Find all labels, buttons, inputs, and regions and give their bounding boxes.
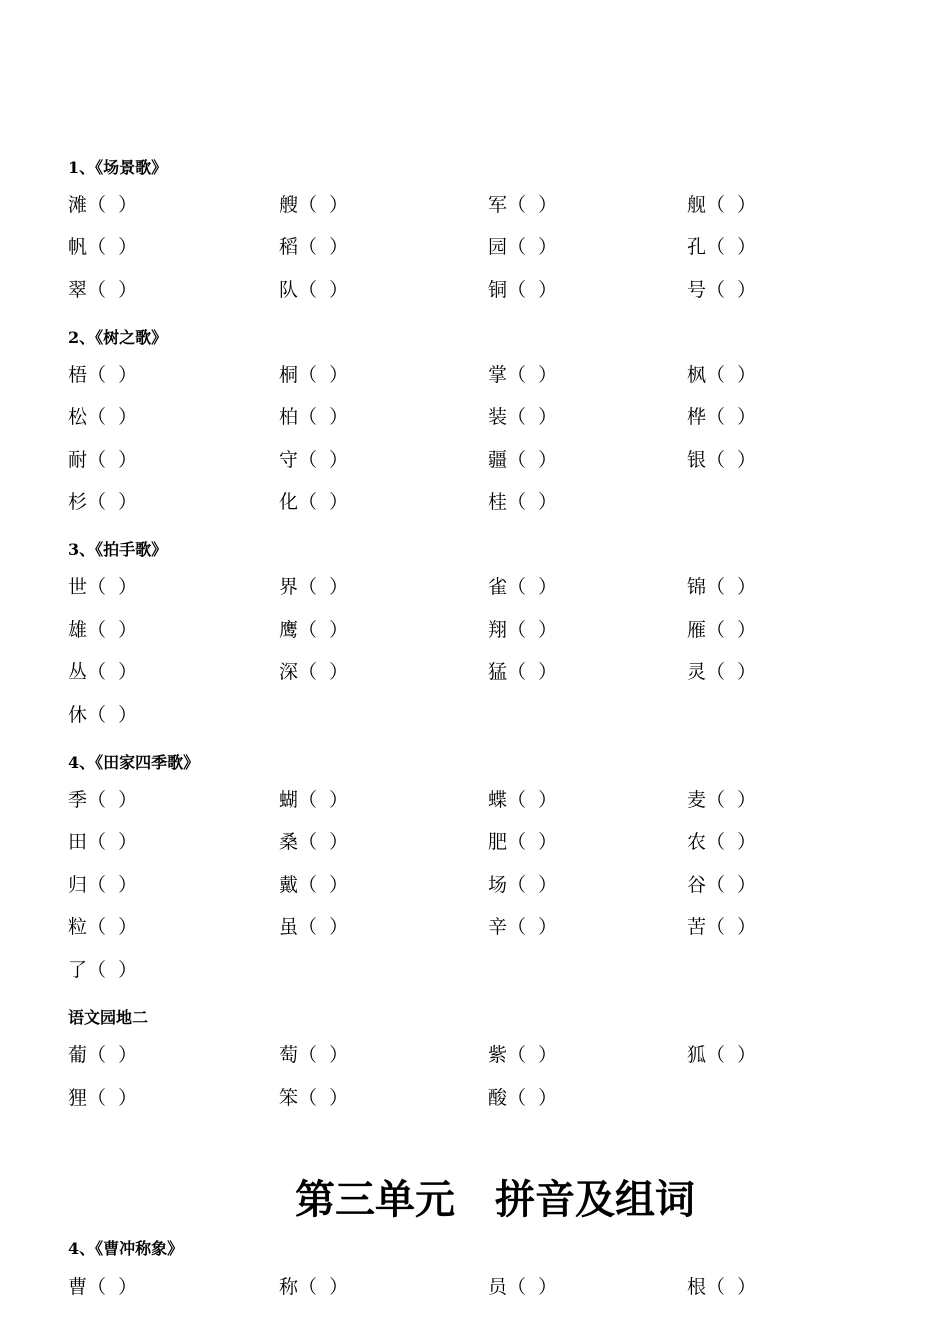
character: 舰 <box>687 194 707 216</box>
character: 杉 <box>68 491 88 513</box>
character-blank-item <box>279 363 348 387</box>
character-blank-item <box>687 830 756 854</box>
answer-blank[interactable]: （ ） <box>507 576 558 598</box>
character-blank-item <box>687 873 756 897</box>
character: 田 <box>68 831 88 853</box>
answer-blank[interactable]: （ ） <box>87 279 138 301</box>
character: 号 <box>687 279 707 301</box>
character-blank-item <box>68 1086 137 1110</box>
character: 雄 <box>68 619 88 641</box>
answer-blank[interactable]: （ ） <box>298 1087 349 1109</box>
answer-blank[interactable]: （ ） <box>298 661 349 683</box>
character-row <box>68 363 828 387</box>
answer-blank[interactable]: （ ） <box>507 661 558 683</box>
character-blank-item <box>68 830 137 854</box>
answer-blank[interactable]: （ ） <box>298 576 349 598</box>
answer-blank[interactable]: （ ） <box>87 1044 138 1066</box>
character: 萄 <box>279 1044 299 1066</box>
answer-blank[interactable]: （ ） <box>507 279 558 301</box>
character-row <box>68 1086 828 1110</box>
answer-blank[interactable]: （ ） <box>87 661 138 683</box>
character: 谷 <box>687 874 707 896</box>
character: 虽 <box>279 916 299 938</box>
character: 葡 <box>68 1044 88 1066</box>
answer-blank[interactable]: （ ） <box>706 661 757 683</box>
character-row <box>68 405 828 429</box>
answer-blank[interactable]: （ ） <box>87 916 138 938</box>
character: 苦 <box>687 916 707 938</box>
character-blank-item <box>687 405 756 429</box>
character-blank-item <box>488 448 557 472</box>
character-blank-item <box>488 193 557 217</box>
character: 艘 <box>279 194 299 216</box>
answer-blank[interactable]: （ ） <box>507 619 558 641</box>
character-blank-item <box>488 405 557 429</box>
answer-blank[interactable]: （ ） <box>507 831 558 853</box>
character-blank-item <box>488 618 557 642</box>
character: 戴 <box>279 874 299 896</box>
section-title: 3、《拍手歌》 <box>68 540 168 559</box>
answer-blank[interactable]: （ ） <box>706 831 757 853</box>
answer-blank[interactable]: （ ） <box>706 236 757 258</box>
character-blank-item <box>68 788 137 812</box>
character-blank-item <box>279 915 348 939</box>
answer-blank[interactable]: （ ） <box>507 1044 558 1066</box>
answer-blank[interactable]: （ ） <box>87 704 138 726</box>
character-row <box>68 1275 828 1299</box>
answer-blank[interactable]: （ ） <box>298 406 349 428</box>
character: 锦 <box>687 576 707 598</box>
section-title: 语文园地二 <box>68 1008 149 1027</box>
answer-blank[interactable]: （ ） <box>87 1276 138 1298</box>
character: 铜 <box>488 279 508 301</box>
character-blank-item <box>68 618 137 642</box>
answer-blank[interactable]: （ ） <box>298 1276 349 1298</box>
character: 雀 <box>488 576 508 598</box>
character: 粒 <box>68 916 88 938</box>
character: 狸 <box>68 1087 88 1109</box>
character-blank-item <box>687 788 756 812</box>
character-blank-item <box>488 1275 557 1299</box>
character-blank-item <box>488 915 557 939</box>
character-blank-item <box>687 278 756 302</box>
answer-blank[interactable]: （ ） <box>298 364 349 386</box>
character: 辛 <box>488 916 508 938</box>
answer-blank[interactable]: （ ） <box>706 619 757 641</box>
character: 猛 <box>488 661 508 683</box>
character: 桑 <box>279 831 299 853</box>
answer-blank[interactable]: （ ） <box>298 789 349 811</box>
character: 掌 <box>488 364 508 386</box>
character: 柏 <box>279 406 299 428</box>
character: 疆 <box>488 449 508 471</box>
section-title: 1、《场景歌》 <box>68 158 168 177</box>
answer-blank[interactable]: （ ） <box>507 406 558 428</box>
character: 稻 <box>279 236 299 258</box>
character-blank-item <box>68 448 137 472</box>
character-blank-item <box>687 448 756 472</box>
character: 耐 <box>68 449 88 471</box>
character-blank-item <box>488 1086 557 1110</box>
answer-blank[interactable]: （ ） <box>706 916 757 938</box>
character: 军 <box>488 194 508 216</box>
character-blank-item <box>68 703 137 727</box>
character-blank-item <box>687 235 756 259</box>
character-blank-item <box>488 1043 557 1067</box>
character-blank-item <box>279 575 348 599</box>
character: 场 <box>488 874 508 896</box>
character: 蝴 <box>279 789 299 811</box>
character: 银 <box>687 449 707 471</box>
character: 园 <box>488 236 508 258</box>
character: 员 <box>488 1276 508 1298</box>
character-blank-item <box>687 660 756 684</box>
answer-blank[interactable]: （ ） <box>706 1044 757 1066</box>
answer-blank[interactable]: （ ） <box>87 364 138 386</box>
answer-blank[interactable]: （ ） <box>706 789 757 811</box>
answer-blank[interactable]: （ ） <box>706 406 757 428</box>
character: 笨 <box>279 1087 299 1109</box>
character-blank-item <box>279 448 348 472</box>
answer-blank[interactable]: （ ） <box>298 916 349 938</box>
answer-blank[interactable]: （ ） <box>706 576 757 598</box>
character-blank-item <box>488 788 557 812</box>
character-blank-item <box>488 363 557 387</box>
section-title: 4、《田家四季歌》 <box>68 753 200 772</box>
character-row <box>68 873 828 897</box>
character: 鹰 <box>279 619 299 641</box>
answer-blank[interactable]: （ ） <box>87 406 138 428</box>
character: 狐 <box>687 1044 707 1066</box>
answer-blank[interactable]: （ ） <box>298 1044 349 1066</box>
character-row <box>68 448 828 472</box>
character: 桂 <box>488 491 508 513</box>
character: 桦 <box>687 406 707 428</box>
character: 翔 <box>488 619 508 641</box>
character-row <box>68 958 828 982</box>
answer-blank[interactable]: （ ） <box>87 1087 138 1109</box>
character-blank-item <box>687 618 756 642</box>
answer-blank[interactable]: （ ） <box>87 831 138 853</box>
character-blank-item <box>68 575 137 599</box>
answer-blank[interactable]: （ ） <box>298 279 349 301</box>
character: 滩 <box>68 194 88 216</box>
character: 桐 <box>279 364 299 386</box>
character: 根 <box>687 1276 707 1298</box>
character: 称 <box>279 1276 299 1298</box>
character: 农 <box>687 831 707 853</box>
character-blank-item <box>68 235 137 259</box>
character: 归 <box>68 874 88 896</box>
character-blank-item <box>687 575 756 599</box>
character-blank-item <box>488 873 557 897</box>
answer-blank[interactable]: （ ） <box>298 449 349 471</box>
character-row <box>68 235 828 259</box>
character: 紫 <box>488 1044 508 1066</box>
answer-blank[interactable]: （ ） <box>298 491 349 513</box>
answer-blank[interactable]: （ ） <box>507 491 558 513</box>
character-row <box>68 618 828 642</box>
character: 蝶 <box>488 789 508 811</box>
character: 孔 <box>687 236 707 258</box>
character-row <box>68 915 828 939</box>
answer-blank[interactable]: （ ） <box>87 576 138 598</box>
answer-blank[interactable]: （ ） <box>507 194 558 216</box>
character-blank-item <box>279 1043 348 1067</box>
answer-blank[interactable]: （ ） <box>706 874 757 896</box>
character-blank-item <box>68 1043 137 1067</box>
character-blank-item <box>68 405 137 429</box>
answer-blank[interactable]: （ ） <box>507 874 558 896</box>
answer-blank[interactable]: （ ） <box>507 1276 558 1298</box>
character-row <box>68 278 828 302</box>
character-row <box>68 703 828 727</box>
character: 世 <box>68 576 88 598</box>
answer-blank[interactable]: （ ） <box>298 831 349 853</box>
character-blank-item <box>68 958 137 982</box>
character-blank-item <box>279 278 348 302</box>
answer-blank[interactable]: （ ） <box>507 916 558 938</box>
character-blank-item <box>687 193 756 217</box>
character-blank-item <box>687 1275 756 1299</box>
character: 守 <box>279 449 299 471</box>
character-blank-item <box>68 363 137 387</box>
answer-blank[interactable]: （ ） <box>507 236 558 258</box>
character-blank-item <box>68 915 137 939</box>
character-blank-item <box>488 235 557 259</box>
character-blank-item <box>279 660 348 684</box>
answer-blank[interactable]: （ ） <box>87 491 138 513</box>
character: 麦 <box>687 789 707 811</box>
answer-blank[interactable]: （ ） <box>507 364 558 386</box>
character-blank-item <box>279 830 348 854</box>
character: 化 <box>279 491 299 513</box>
character-blank-item <box>68 660 137 684</box>
character-blank-item <box>68 278 137 302</box>
character-blank-item <box>68 1275 137 1299</box>
answer-blank[interactable]: （ ） <box>87 236 138 258</box>
character: 队 <box>279 279 299 301</box>
character-blank-item <box>68 490 137 514</box>
character: 界 <box>279 576 299 598</box>
character: 梧 <box>68 364 88 386</box>
unit-title: 第三单元 拼音及组词 <box>295 1177 695 1223</box>
answer-blank[interactable]: （ ） <box>87 619 138 641</box>
character-blank-item <box>687 1043 756 1067</box>
character-blank-item <box>687 915 756 939</box>
character-row <box>68 660 828 684</box>
character-blank-item <box>279 1086 348 1110</box>
character: 翠 <box>68 279 88 301</box>
character-row <box>68 193 828 217</box>
character: 季 <box>68 789 88 811</box>
character-blank-item <box>488 575 557 599</box>
character: 枫 <box>687 364 707 386</box>
character-row <box>68 830 828 854</box>
answer-blank[interactable]: （ ） <box>706 194 757 216</box>
answer-blank[interactable]: （ ） <box>87 874 138 896</box>
character: 松 <box>68 406 88 428</box>
character: 深 <box>279 661 299 683</box>
character-blank-item <box>488 278 557 302</box>
character: 装 <box>488 406 508 428</box>
section-title: 4、《曹冲称象》 <box>68 1239 184 1258</box>
character-blank-item <box>279 235 348 259</box>
character-blank-item <box>488 830 557 854</box>
answer-blank[interactable]: （ ） <box>87 789 138 811</box>
answer-blank[interactable]: （ ） <box>706 279 757 301</box>
character-blank-item <box>279 1275 348 1299</box>
character-blank-item <box>68 873 137 897</box>
section-title: 2、《树之歌》 <box>68 328 168 347</box>
answer-blank[interactable]: （ ） <box>706 364 757 386</box>
character: 帆 <box>68 236 88 258</box>
character-blank-item <box>279 490 348 514</box>
character: 休 <box>68 704 88 726</box>
character-row <box>68 575 828 599</box>
character-blank-item <box>68 193 137 217</box>
character: 曹 <box>68 1276 88 1298</box>
character-blank-item <box>279 405 348 429</box>
character: 丛 <box>68 661 88 683</box>
answer-blank[interactable]: （ ） <box>87 449 138 471</box>
answer-blank[interactable]: （ ） <box>298 194 349 216</box>
answer-blank[interactable]: （ ） <box>507 1087 558 1109</box>
character-blank-item <box>279 788 348 812</box>
answer-blank[interactable]: （ ） <box>507 789 558 811</box>
character-blank-item <box>488 660 557 684</box>
character: 雁 <box>687 619 707 641</box>
answer-blank[interactable]: （ ） <box>298 619 349 641</box>
character: 肥 <box>488 831 508 853</box>
answer-blank[interactable]: （ ） <box>706 1276 757 1298</box>
character-row <box>68 1043 828 1067</box>
character-row <box>68 490 828 514</box>
character: 酸 <box>488 1087 508 1109</box>
character: 了 <box>68 959 88 981</box>
answer-blank[interactable]: （ ） <box>507 449 558 471</box>
answer-blank[interactable]: （ ） <box>87 194 138 216</box>
answer-blank[interactable]: （ ） <box>706 449 757 471</box>
character-blank-item <box>279 193 348 217</box>
answer-blank[interactable]: （ ） <box>87 959 138 981</box>
answer-blank[interactable]: （ ） <box>298 874 349 896</box>
character-blank-item <box>279 618 348 642</box>
answer-blank[interactable]: （ ） <box>298 236 349 258</box>
character: 灵 <box>687 661 707 683</box>
character-blank-item <box>279 873 348 897</box>
character-blank-item <box>488 490 557 514</box>
character-blank-item <box>687 363 756 387</box>
character-row <box>68 788 828 812</box>
